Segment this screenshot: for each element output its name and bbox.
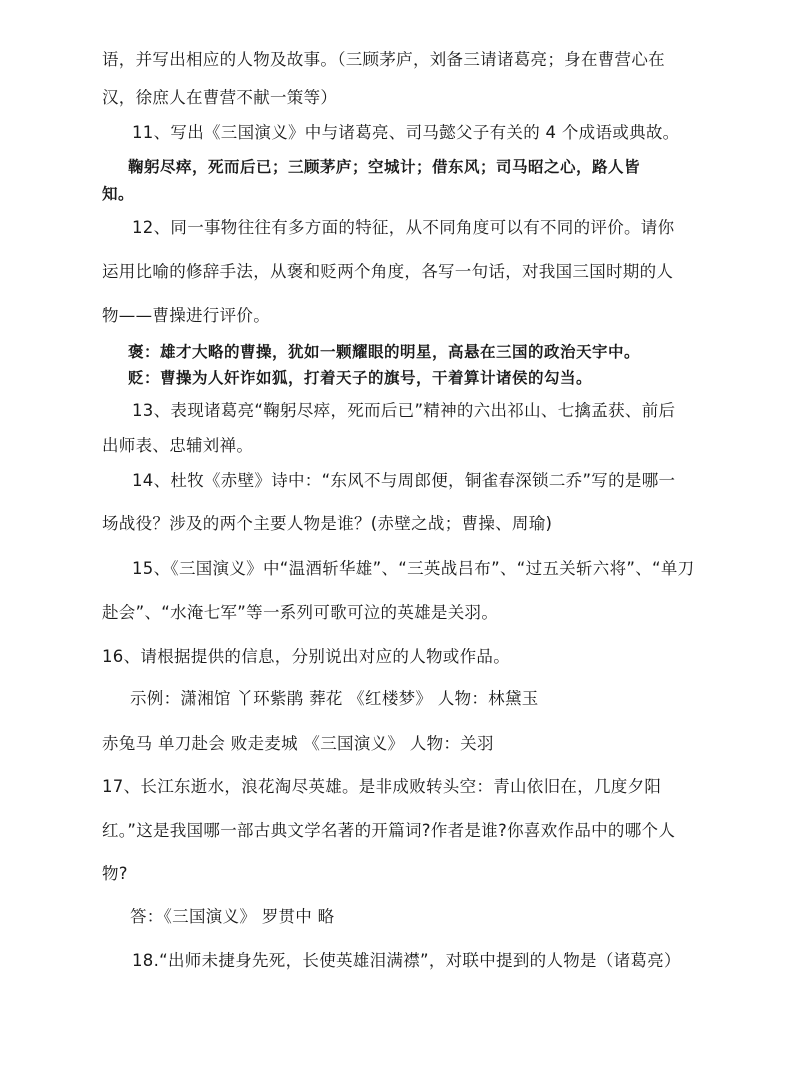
question-18: 18.“出师未捷身先死，长使英雄泪满襟”，对联中提到的人物是（诸葛亮） xyxy=(132,951,681,970)
question-16: 16、请根据提供的信息，分别说出对应的人物或作品。 xyxy=(102,647,510,666)
answer-line: 鞠躬尽瘁，死而后已；三顾茅庐；空城计；借东风；司马昭之心，路人皆 xyxy=(128,158,641,176)
question-17: 17、长江东逝水，浪花淘尽英雄。是非成败转头空：青山依旧在，几度夕阳 xyxy=(102,777,662,796)
text-line: 汉，徐庶人在曹营不献一策等） xyxy=(102,88,338,107)
answer-criticism: 贬：曹操为人奸诈如狐，打着天子的旗号，干着算计诸侯的勾当。 xyxy=(128,369,593,387)
example-line: 示例：潇湘馆 丫环紫鹃 葬花 《红楼梦》 人物：林黛玉 xyxy=(130,689,539,708)
question-14: 14、杜牧《赤壁》诗中：“东风不与周郎便，铜雀春深锁二乔”写的是哪一 xyxy=(132,471,676,490)
text-line: 语，并写出相应的人物及故事。（三顾茅庐，刘备三请诸葛亮；身在曹营心在 xyxy=(102,50,665,69)
answer-line: 知。 xyxy=(102,185,135,203)
question-12: 12、同一事物往往有多方面的特征，从不同角度可以有不同的评价。请你 xyxy=(132,218,675,237)
text-line: 物? xyxy=(102,864,128,883)
answer-line: 赤兔马 单刀赴会 败走麦城 《三国演义》 人物：关羽 xyxy=(102,734,494,753)
question-15: 15、《三国演义》中“温酒斩华雄”、“三英战吕布”、“过五关斩六将”、“单刀 xyxy=(132,559,695,578)
question-11: 11、写出《三国演义》中与诸葛亮、司马懿父子有关的 4 个成语或典故。 xyxy=(132,123,680,142)
text-line: 场战役？涉及的两个主要人物是谁？(赤壁之战；曹操、周瑜) xyxy=(102,514,553,533)
answer-praise: 褒：雄才大略的曹操，犹如一颗耀眼的明星，高悬在三国的政治天宇中。 xyxy=(128,343,641,361)
text-line: 物——曹操进行评价。 xyxy=(102,306,270,325)
text-line: 运用比喻的修辞手法，从褒和贬两个角度，各写一句话，对我国三国时期的人 xyxy=(102,262,674,281)
text-line: 红。”这是我国哪一部古典文学名著的开篇词?作者是谁?你喜欢作品中的哪个人 xyxy=(102,821,676,840)
question-13: 13、表现诸葛亮“鞠躬尽瘁，死而后已”精神的六出祁山、七擒孟获、前后 xyxy=(132,401,676,420)
text-line: 赴会”、“水淹七军”等一系列可歌可泣的英雄是关羽。 xyxy=(102,603,499,622)
answer-line: 答：《三国演义》 罗贯中 略 xyxy=(130,907,335,926)
text-line: 出师表、忠辅刘禅。 xyxy=(102,436,254,455)
